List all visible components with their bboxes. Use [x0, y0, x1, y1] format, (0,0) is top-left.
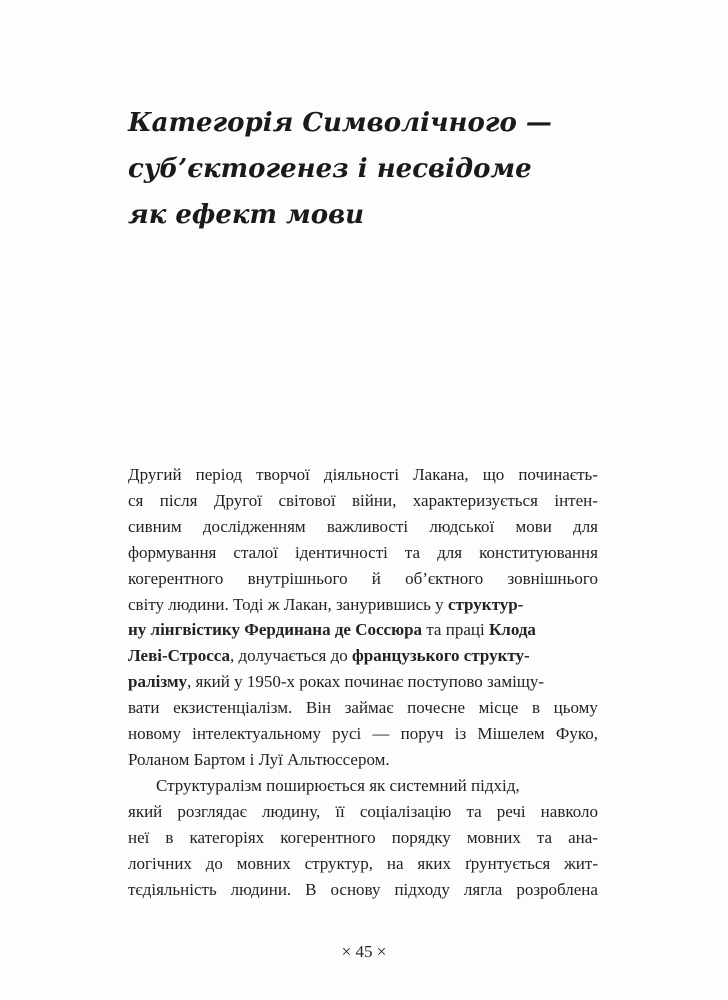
chapter-title-line: Категорія Символічного —: [128, 108, 552, 138]
bold-term: французького структу-: [352, 646, 530, 666]
bold-term: ралізму: [128, 672, 188, 692]
word: когерентного: [280, 827, 376, 847]
word: ана-: [568, 827, 598, 847]
text-line: [128, 747, 598, 773]
word: Він: [305, 698, 332, 718]
body-text: [128, 462, 598, 902]
word: дослідженням: [202, 516, 306, 536]
chapter-title: [128, 100, 648, 238]
word: основу: [330, 879, 381, 899]
word: місце: [478, 698, 519, 718]
word: світової: [278, 490, 336, 510]
text-line: [128, 592, 598, 618]
word: займає: [344, 698, 394, 718]
word: ся: [128, 490, 144, 510]
line-text: , долучається до: [230, 646, 353, 666]
bold-term: структур-: [447, 594, 524, 614]
word: із: [454, 724, 467, 744]
word: зовнішнього: [507, 568, 598, 588]
word: Мішелем: [477, 724, 545, 744]
word: що: [482, 465, 505, 484]
text-line: [128, 825, 598, 851]
word: до: [205, 853, 223, 873]
word: формування: [128, 542, 217, 562]
chapter-title-line: як ефект мови: [128, 200, 365, 230]
word: когерентного: [128, 568, 224, 588]
word: діяльності: [323, 465, 400, 484]
line-text: Структуралізм поширюється як системний підхід,: [156, 775, 520, 795]
word: розглядає: [177, 801, 247, 821]
word: —: [372, 724, 390, 744]
word: та: [404, 542, 421, 562]
word: ґрунтується: [464, 853, 551, 873]
word: конституювання: [479, 542, 598, 562]
line-text: Роланом Бартом і Луї Альтюссером.: [128, 749, 390, 769]
bold-term: ну лінгвістику Фердинана де Соссюра: [128, 620, 423, 640]
word: Лакана,: [413, 465, 469, 484]
word: В: [305, 879, 317, 899]
word: мовних: [236, 853, 291, 873]
word: мови: [515, 516, 552, 536]
word: людини.: [230, 879, 292, 899]
text-line: [128, 877, 598, 903]
word: людської: [429, 516, 495, 536]
word: категоріях: [189, 827, 265, 847]
word: речі: [496, 801, 526, 821]
word: яких: [417, 853, 452, 873]
word: та: [466, 801, 482, 821]
word: для: [573, 516, 598, 536]
page-number: × 45 ×: [341, 942, 387, 961]
word: тєдіяльність: [128, 879, 217, 899]
word: цьому: [553, 698, 598, 718]
word: характеризується: [412, 490, 538, 510]
word: інтен-: [554, 490, 598, 510]
chapter-title-line: суб’єктогенез і несвідоме: [128, 154, 532, 184]
word: в: [165, 827, 174, 847]
word: екзистенціалізм.: [173, 698, 293, 718]
word: навколо: [540, 801, 598, 821]
word: порядку: [391, 827, 451, 847]
text-line: [128, 566, 598, 592]
word: підходу: [394, 879, 450, 899]
word: для: [437, 542, 463, 562]
word: який: [128, 801, 163, 821]
word: поруч: [400, 724, 444, 744]
text-line: [128, 488, 598, 514]
word: війни,: [352, 490, 397, 510]
text-line: [128, 617, 598, 643]
bold-term: Леві-Стросса: [128, 646, 231, 666]
word: й: [371, 568, 381, 588]
word: структур,: [304, 853, 374, 873]
word: вати: [128, 698, 160, 718]
word: сталої: [233, 542, 279, 562]
word: Другої: [213, 490, 263, 510]
word: починаєть-: [518, 465, 598, 484]
word: інтелектуальному: [192, 724, 321, 744]
word: логічних: [128, 853, 192, 873]
text-line: [128, 695, 598, 721]
line-text: , який у 1950-х роках починає поступово заміщу-: [187, 672, 545, 692]
word: в: [531, 698, 540, 718]
text-line: [128, 669, 598, 695]
word: творчої: [256, 465, 310, 484]
word: ідентичності: [295, 542, 388, 562]
bold-term: Клода: [488, 620, 536, 640]
text-line: [128, 514, 598, 540]
paragraph-2: [128, 773, 598, 903]
word: лягла: [463, 879, 503, 899]
text-line: [128, 462, 598, 488]
word: розроблена: [516, 879, 598, 899]
word: русі: [332, 724, 362, 744]
text-line: [128, 851, 598, 877]
text-line: [128, 773, 598, 799]
text-line: [128, 799, 598, 825]
line-text: та праці: [422, 620, 489, 640]
text-line: [128, 643, 598, 669]
word: мовних: [466, 827, 521, 847]
word: жит-: [564, 853, 598, 873]
word: неї: [128, 827, 150, 847]
text-line: [128, 540, 598, 566]
word: новому: [128, 724, 181, 744]
word: Другий: [128, 465, 182, 484]
word: її: [335, 801, 345, 821]
word: соціалізацію: [359, 801, 452, 821]
word: на: [386, 853, 404, 873]
word: людину,: [262, 801, 321, 821]
word: почесне: [407, 698, 466, 718]
word: після: [159, 490, 198, 510]
word: об’єктного: [405, 568, 484, 588]
word: та: [536, 827, 553, 847]
word: внутрішнього: [247, 568, 348, 588]
word: Фуко,: [555, 724, 598, 744]
line-text: світу людини. Тоді ж Лакан, занурившись у: [128, 594, 448, 614]
paragraph-1: [128, 462, 598, 773]
word: сивним: [128, 516, 182, 536]
word: період: [195, 465, 243, 484]
word: важливості: [326, 516, 409, 536]
text-line: [128, 721, 598, 747]
